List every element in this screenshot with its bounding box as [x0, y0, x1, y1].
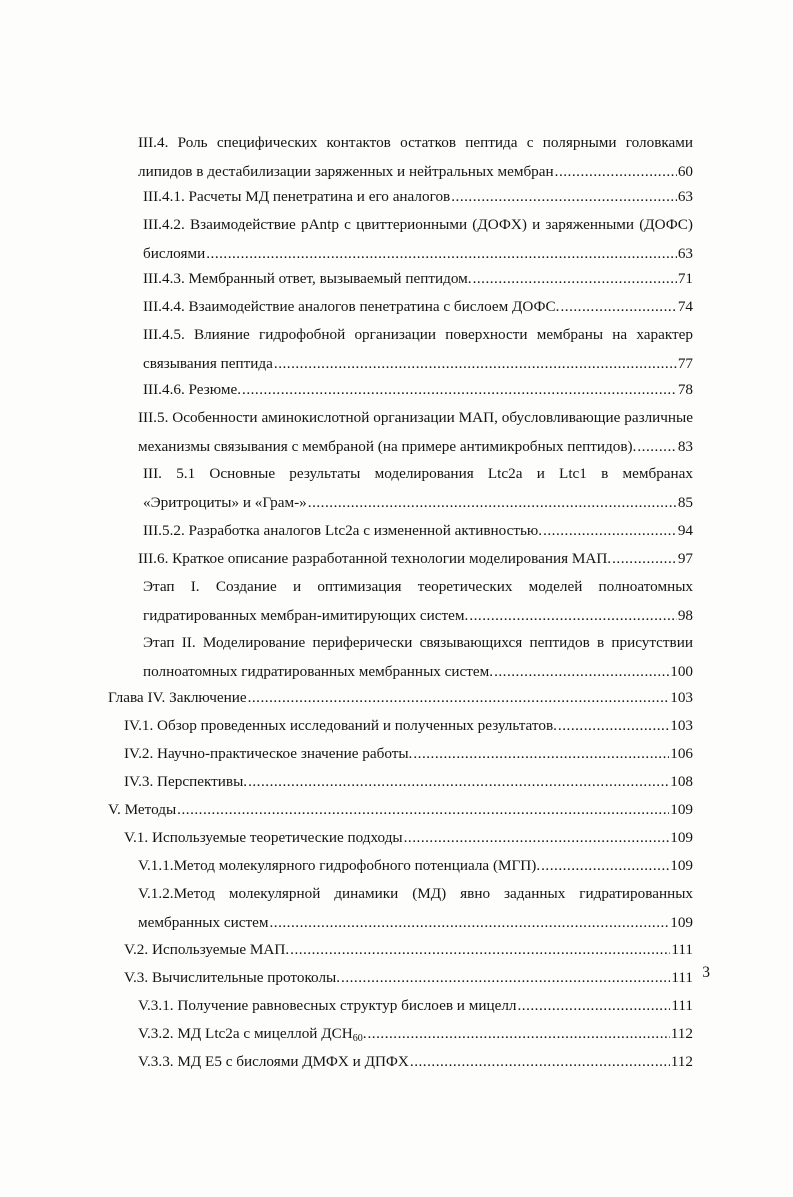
toc-entry-text: Этап II. Моделирование периферически связывающихся пептидов в присутствии	[143, 634, 693, 651]
toc-entry-text: III.4. Роль специфических контактов остатков пептида с полярными головками	[138, 134, 693, 151]
toc-page-number: 109	[670, 829, 693, 846]
toc-entry-text: «Эритроциты» и «Грам-»	[143, 494, 307, 511]
toc-page-number: 100	[670, 663, 693, 680]
toc-page-number: 63	[677, 188, 693, 205]
dot-leader	[494, 657, 669, 686]
toc-entry-text: V.1.2.Метод молекулярной динамики (МД) явно заданных гидратированных	[138, 885, 693, 902]
toc-page-number: 63	[677, 245, 693, 262]
toc-entry	[138, 128, 693, 186]
toc-entry-text: липидов в дестабилизации заряженных и нейтральных мембран	[138, 163, 554, 180]
dot-leader	[404, 823, 670, 852]
toc-page-number: 94	[677, 522, 693, 539]
toc-entry-text: V.2. Используемые МАП.	[124, 941, 290, 958]
toc-entry-text: IV.3. Перспективы.	[124, 773, 248, 790]
toc-page-number: 77	[677, 355, 693, 372]
toc-entry-text: Этап I. Создание и оптимизация теоретических моделей полноатомных	[143, 578, 693, 595]
toc-entry-text: V.1.1.Метод молекулярного гидрофобного потенциала (МГП).	[138, 857, 541, 874]
subscript: 60	[352, 1033, 363, 1044]
dot-leader	[560, 292, 676, 321]
toc-entry-text-main: V.3.2. МД Ltc2a с мицеллой ДСН	[138, 1025, 353, 1042]
toc-entry	[124, 711, 693, 740]
toc-entry	[143, 320, 693, 378]
toc-entry-text: III.4.4. Взаимодействие аналогов пенетратина с бислоем ДОФС.	[143, 298, 560, 315]
dot-leader	[413, 739, 669, 768]
dot-leader	[410, 1047, 670, 1076]
dot-leader	[543, 516, 677, 545]
toc-page-number: 109	[670, 857, 693, 874]
toc-entry	[143, 628, 693, 686]
toc-entry	[124, 823, 693, 852]
page-number: 3	[702, 964, 710, 981]
toc-entry-text	[138, 1019, 367, 1048]
toc-entry	[143, 182, 693, 211]
dot-leader	[541, 851, 669, 880]
dot-leader	[473, 264, 677, 293]
toc-entry-text: III.4.3. Мембранный ответ, вызываемый пептидом.	[143, 270, 472, 287]
toc-page-number: 109	[670, 914, 693, 931]
toc-entry	[143, 264, 693, 293]
toc-page-number: 85	[677, 494, 693, 511]
toc-page-number: 108	[670, 773, 693, 790]
dot-leader	[248, 767, 669, 796]
toc-entry-text: III.4.6. Резюме.	[143, 381, 242, 398]
toc-entry	[138, 991, 693, 1020]
toc-entry	[138, 1019, 693, 1048]
dot-leader	[269, 908, 669, 937]
toc-page-number: 98	[677, 607, 693, 624]
toc-page-number: 103	[670, 689, 693, 706]
toc-entry	[124, 935, 693, 964]
toc-entry-text: III.5.2. Разработка аналогов Ltc2a с измененной активностью.	[143, 522, 543, 539]
toc-entry-text: V.1. Используемые теоретические подходы	[124, 829, 403, 846]
toc-entry	[124, 739, 693, 768]
toc-page-number: 60	[677, 163, 693, 180]
toc-entry-text: III.4.5. Влияние гидрофобной организации поверхности мембраны на характер	[143, 326, 693, 343]
toc-page-number: 109	[670, 801, 693, 818]
dot-leader	[308, 488, 677, 517]
toc-page-number: 71	[677, 270, 693, 287]
toc-entry-text: V. Методы	[108, 801, 177, 818]
toc-page-number: 111	[671, 969, 693, 986]
dot-leader	[558, 711, 669, 740]
toc-page-number: 74	[677, 298, 693, 315]
toc-entry	[124, 767, 693, 796]
toc-entry-text: III. 5.1 Основные результаты моделирования Ltc2a и Ltc1 в мембранах	[143, 465, 693, 482]
dot-leader	[368, 1019, 670, 1048]
toc-entry-text: III.4.1. Расчеты МД пенетратина и его аналогов	[143, 188, 451, 205]
toc-page-number: 103	[670, 717, 693, 734]
toc-entry-text: связывания пептида	[143, 355, 273, 372]
toc-entry	[108, 683, 693, 712]
toc-entry	[138, 851, 693, 880]
toc-entry-text: V.3. Вычислительные протоколы.	[124, 969, 341, 986]
toc-entry	[138, 403, 693, 461]
toc-entry	[143, 516, 693, 545]
toc-entry-text: III.6. Краткое описание разработанной технологии моделирования МАП.	[138, 550, 612, 567]
dot-leader	[341, 963, 670, 992]
toc-entry-text: механизмы связывания с мембраной (на примере антимикробных пептидов).	[138, 438, 637, 455]
toc-page-number: 111	[671, 997, 693, 1014]
toc-entry	[138, 879, 693, 937]
toc-entry-text: III.4.2. Взаимодействие pAntp с цвиттерионными (ДОФХ) и заряженными (ДОФС)	[143, 216, 693, 233]
toc-entry	[138, 544, 693, 573]
toc-entry-text: V.3.1. Получение равновесных структур бислоев и мицелл	[138, 997, 517, 1014]
toc-entry	[143, 459, 693, 517]
toc-page-number: 112	[670, 1053, 693, 1070]
toc-page-number: 97	[677, 550, 693, 567]
toc-entry-text: Глава IV. Заключение	[108, 689, 247, 706]
dot-leader	[469, 601, 676, 630]
toc-page-number: 112	[670, 1025, 693, 1042]
toc-entry	[108, 795, 693, 824]
toc-page-number: 78	[677, 381, 693, 398]
dot-leader	[290, 935, 670, 964]
toc-entry	[143, 292, 693, 321]
toc-entry-text: бислоями	[143, 245, 206, 262]
dot-leader	[274, 349, 677, 378]
dot-leader	[242, 375, 677, 404]
toc-entry-text: V.3.3. МД Е5 с бислоями ДМФХ и ДПФХ	[138, 1053, 409, 1070]
toc-entry-text: IV.1. Обзор проведенных исследований и полученных результатов.	[124, 717, 557, 734]
toc-entry-text: III.5. Особенности аминокислотной организации МАП, обусловливающие различные	[138, 409, 693, 426]
dot-leader	[177, 795, 669, 824]
dot-leader	[637, 432, 676, 461]
toc-page-number: 83	[677, 438, 693, 455]
dot-leader	[451, 182, 677, 211]
dot-leader	[248, 683, 670, 712]
toc-page-number: 106	[670, 745, 693, 762]
toc-page-number: 111	[671, 941, 693, 958]
dot-leader	[517, 991, 670, 1020]
toc-entry	[143, 375, 693, 404]
toc-entry	[143, 210, 693, 268]
dot-leader	[612, 544, 677, 573]
toc-entry-text: полноатомных гидратированных мембранных систем.	[143, 663, 494, 680]
toc-entry-text: гидратированных мембран-имитирующих систем.	[143, 607, 469, 624]
toc-entry-text-tail: .	[362, 1025, 367, 1042]
toc-entry	[138, 1047, 693, 1076]
toc-entry-text: мембранных систем	[138, 914, 269, 931]
toc-entry	[124, 963, 693, 992]
toc-entry-text: IV.2. Научно-практическое значение работы.	[124, 745, 413, 762]
toc-entry	[143, 572, 693, 630]
